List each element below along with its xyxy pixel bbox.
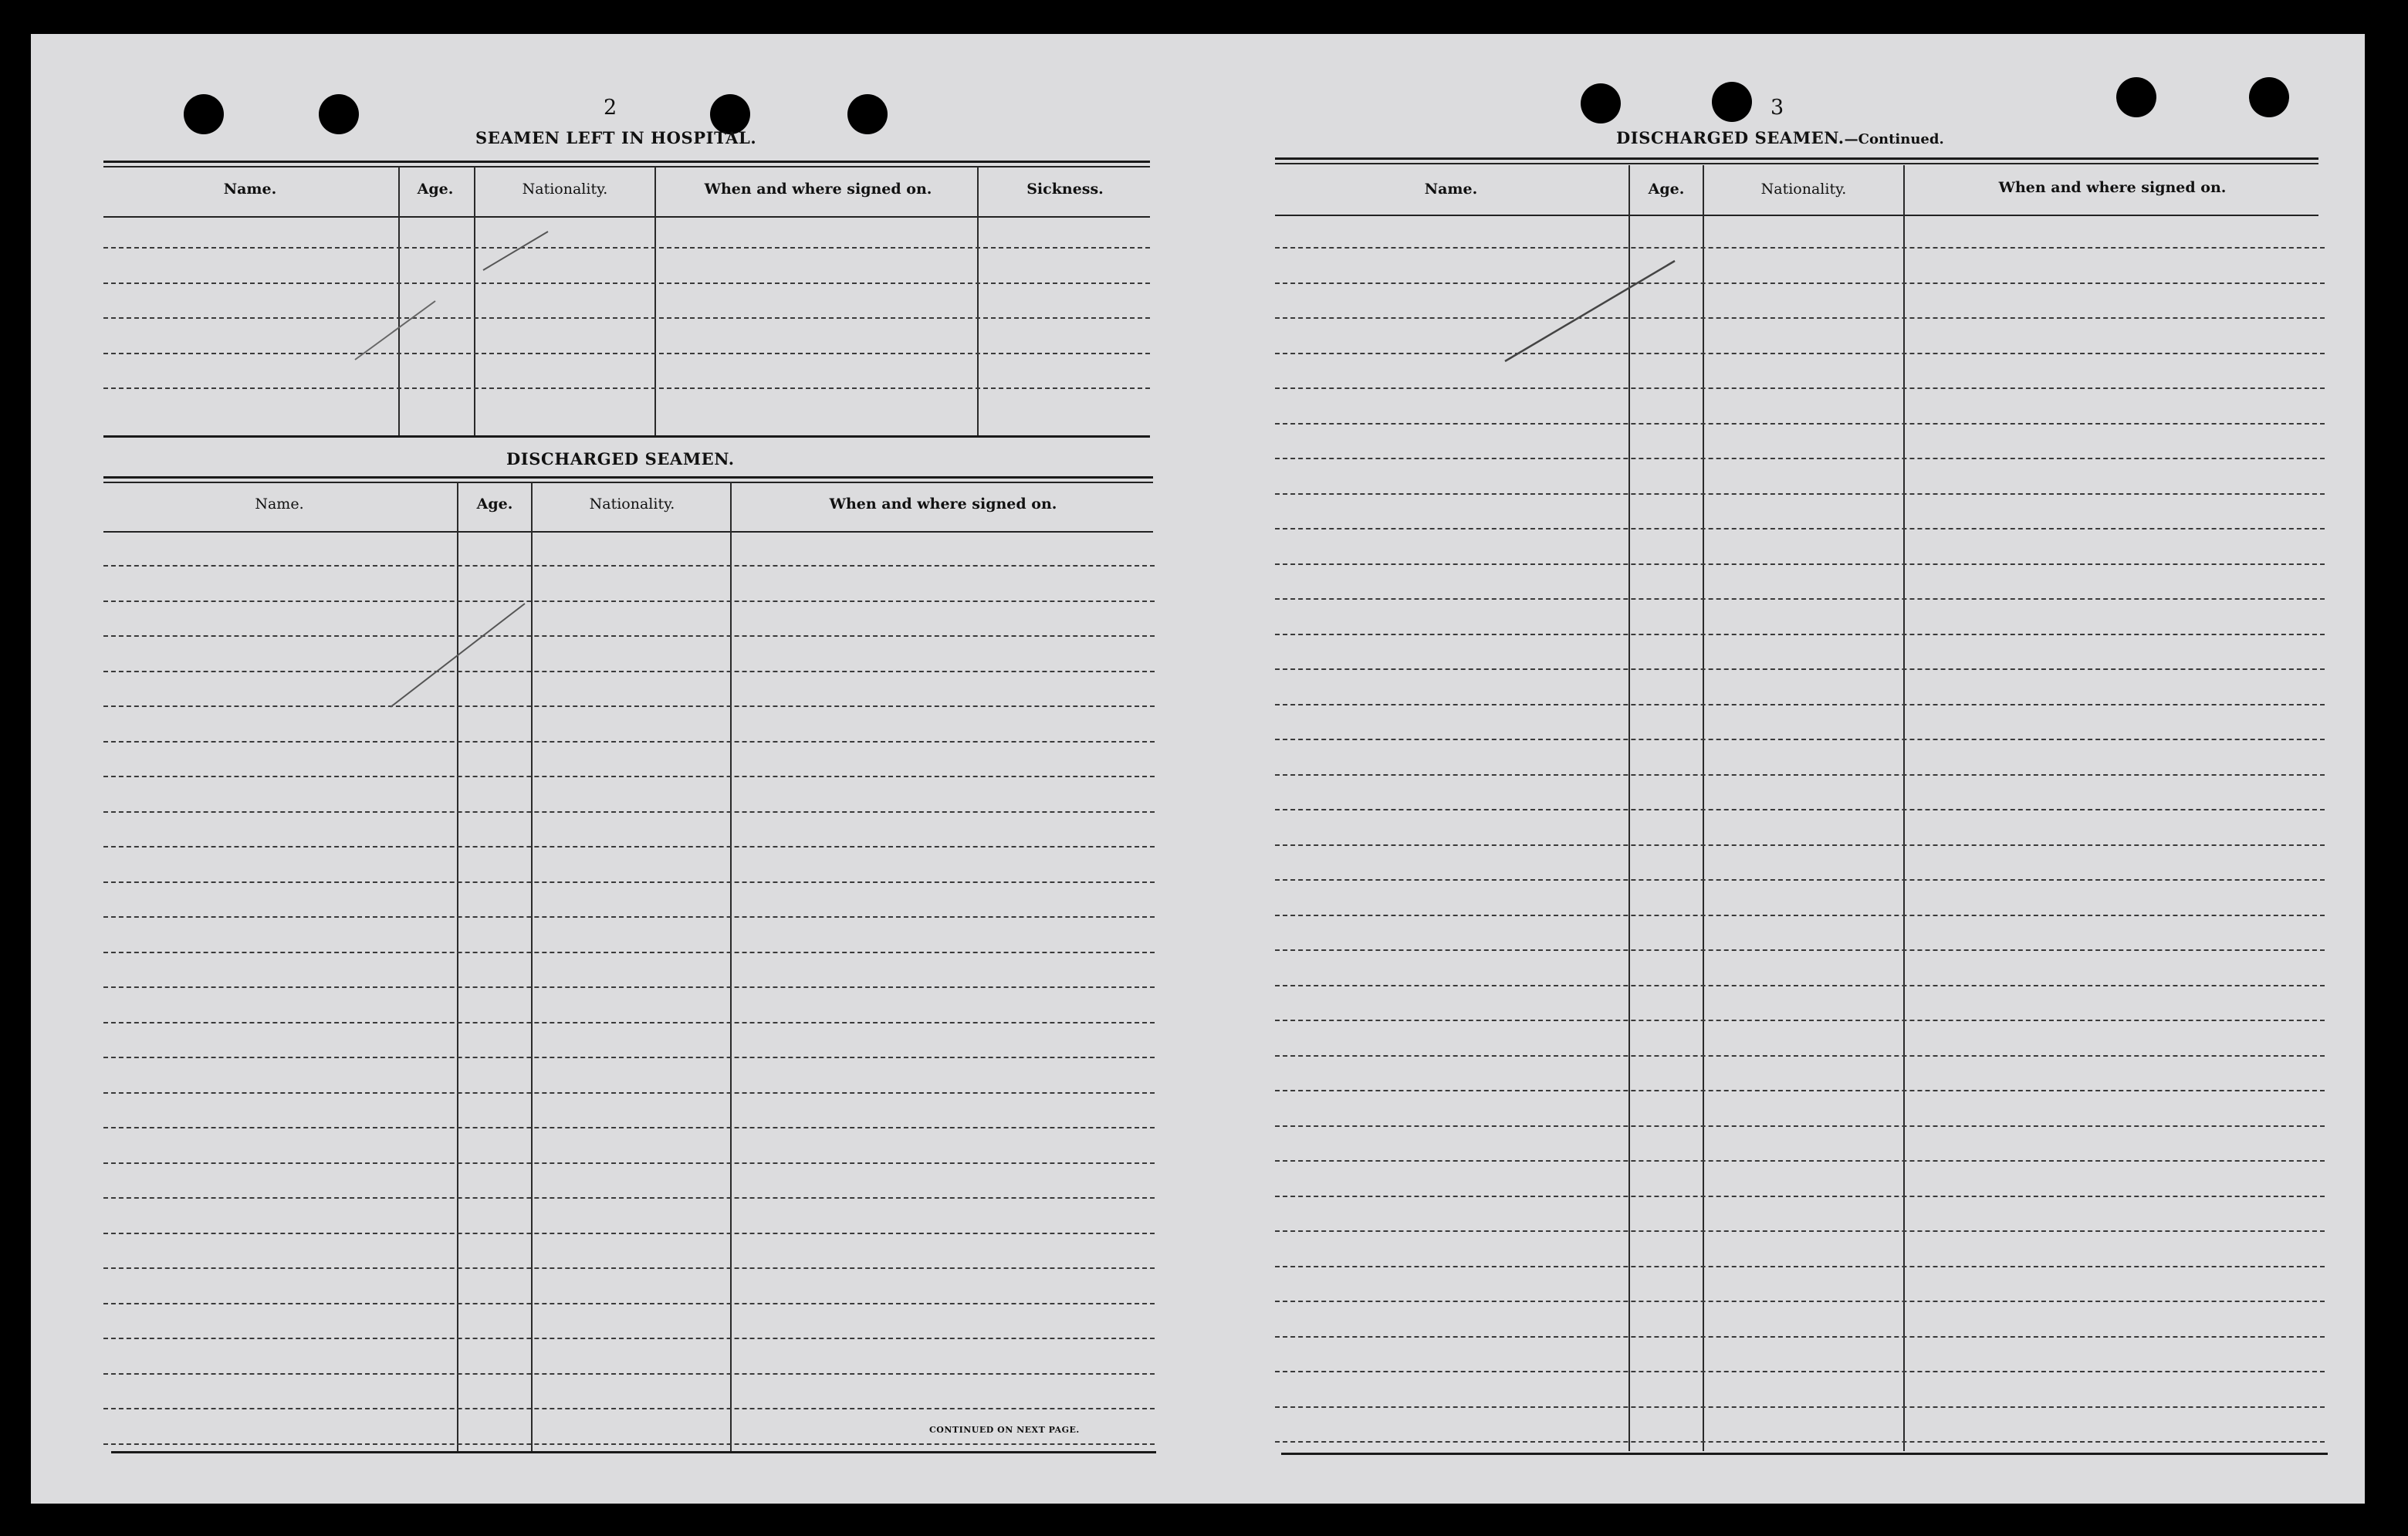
discharged-col-name: Name. [255,496,304,513]
pen-stroke [355,301,435,360]
right-col-name: Name. [1424,181,1478,198]
hospital-col-age: Age. [417,181,454,198]
pen-stroke [483,232,548,270]
pen-stroke [1505,261,1675,361]
continued-title-suffix: —Continued. [1844,131,1944,147]
continued-footer: CONTINUED ON NEXT PAGE. [929,1425,1080,1435]
pen-stroke [391,604,525,707]
hospital-col-signed-on: When and where signed on. [704,181,932,198]
page-number-left: 2 [604,96,617,120]
right-col-signed-on: When and where signed on. [1998,179,2227,196]
hospital-col-name: Name. [223,181,277,198]
right-col-age: Age. [1648,181,1685,198]
hospital-col-sickness: Sickness. [1026,181,1104,198]
right-col-nationality: Nationality. [1760,181,1847,198]
page-number-right: 3 [1770,96,1784,120]
discharged-section-title: DISCHARGED SEAMEN. [506,449,735,469]
discharged-col-age: Age. [476,496,513,513]
continued-title-main: DISCHARGED SEAMEN. [1616,128,1845,147]
ledger-sheet [31,34,2365,1504]
discharged-col-nationality: Nationality. [589,496,675,513]
hospital-col-nationality: Nationality. [522,181,608,198]
pen-marks [31,34,2365,1504]
discharged-col-signed-on: When and where signed on. [829,496,1057,513]
hospital-section-title: SEAMEN LEFT IN HOSPITAL. [475,128,757,147]
